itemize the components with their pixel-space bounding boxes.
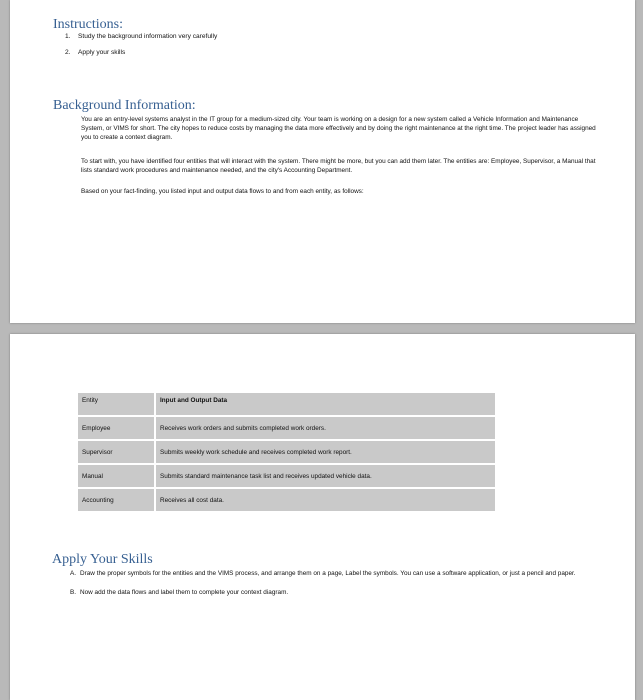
list-item [65, 49, 217, 65]
apply-skills-list [70, 569, 590, 597]
table-header-row [78, 393, 495, 415]
list-text: Now add the data flows and label them to complete your context diagram. [80, 589, 289, 596]
list-number: 2. [65, 49, 71, 56]
instructions-heading: Instructions: [53, 17, 123, 32]
list-label: A. [70, 570, 77, 577]
background-paragraph-1: You are an entry-level systems analyst in the IT group for a medium-sized city. Your team is working on a design for a new system called a Vehicle Information and Maintenance System, or VIMS for short. The city hopes to reduce costs by managing the data more effectively and by doing the right maintenance at the right time. The project leader has assigned you to create a context diagram. [81, 116, 596, 141]
table-row [78, 441, 495, 463]
list-text: Study the background information very carefully [78, 33, 218, 40]
background-paragraph-2: To start with, you have identified four entities that will interact with the system. There might be more, but you can add them later. The entities are: Employee, Supervisor, a Manual that lists standard work procedures and maintenance needed, and the city's Accounting Department. [81, 158, 596, 174]
list-label: B. [70, 589, 77, 596]
table-header-entity: Entity [78, 393, 154, 415]
list-item [70, 569, 590, 578]
entity-data-table [76, 391, 497, 513]
instructions-list [65, 33, 217, 65]
list-item [65, 33, 217, 49]
document-page-1 [10, 0, 635, 323]
background-paragraph-3: Based on your fact-finding, you listed input and output data flows to and from each entity, as follows: [81, 188, 364, 195]
apply-skills-heading: Apply Your Skills [52, 552, 153, 567]
table-header-data: Input and Output Data [156, 393, 495, 415]
table-row [78, 465, 495, 487]
table-cell-data: Receives all cost data. [156, 489, 495, 511]
background-heading: Background Information: [53, 98, 196, 113]
list-number: 1. [65, 33, 71, 40]
table-cell-entity: Employee [78, 417, 154, 439]
table-cell-entity: Manual [78, 465, 154, 487]
table-cell-entity: Supervisor [78, 441, 154, 463]
document-page-2 [10, 334, 635, 700]
table-cell-data: Receives work orders and submits completed work orders. [156, 417, 495, 439]
list-text: Apply your skills [78, 49, 126, 56]
list-text: Draw the proper symbols for the entities and the VIMS process, and arrange them on a page, Label the symbols. You can use a software application, or just a pencil and paper. [80, 570, 576, 577]
table-row [78, 489, 495, 511]
table-row [78, 417, 495, 439]
table-cell-data: Submits standard maintenance task list and receives updated vehicle data. [156, 465, 495, 487]
table-cell-data: Submits weekly work schedule and receives completed work report. [156, 441, 495, 463]
list-item [70, 588, 590, 597]
table-cell-entity: Accounting [78, 489, 154, 511]
